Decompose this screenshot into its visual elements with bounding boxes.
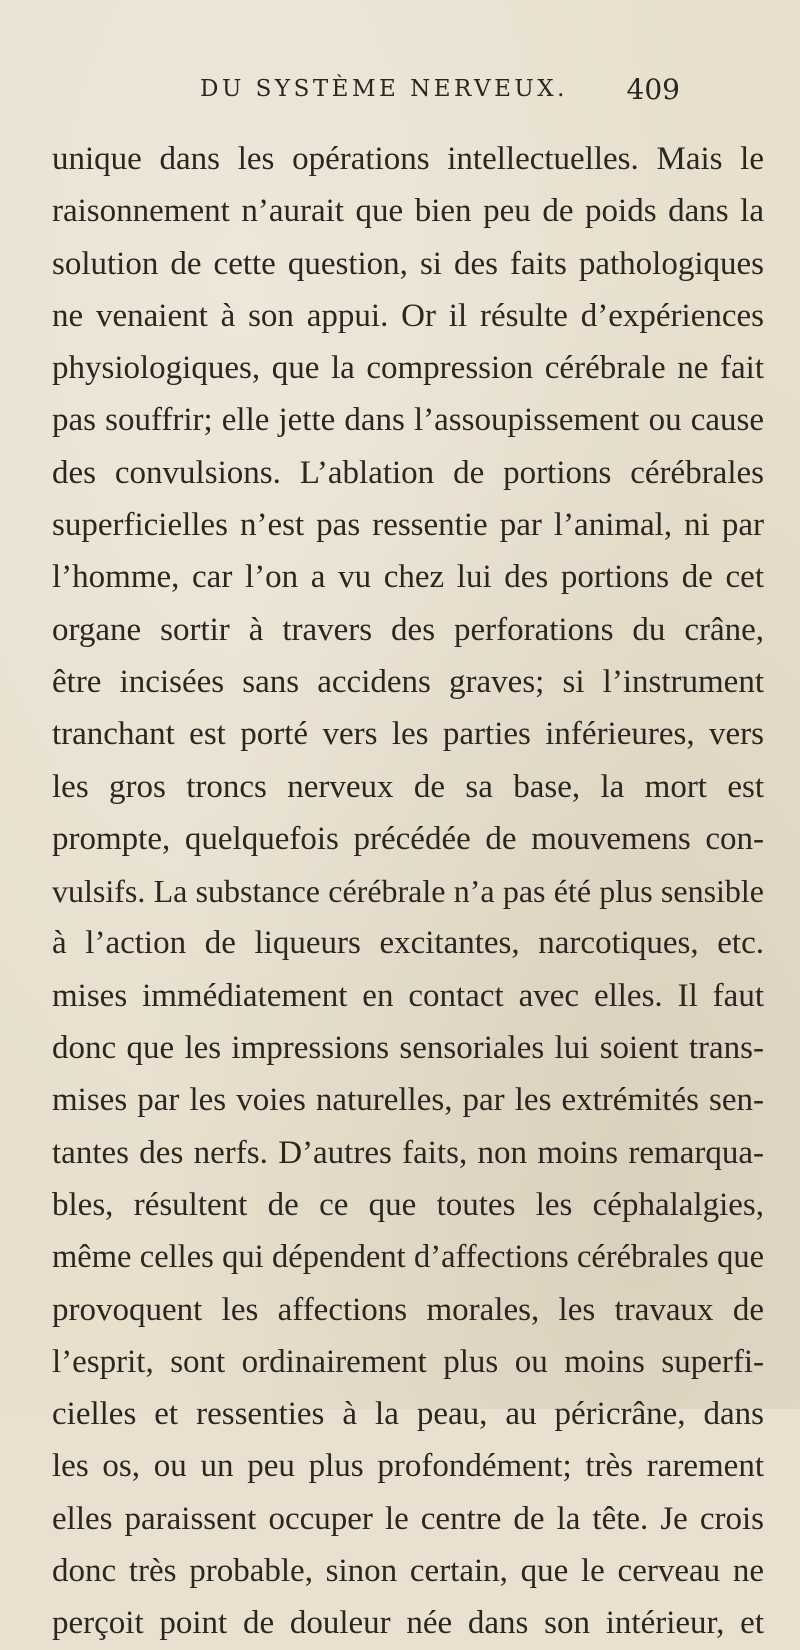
text-line: même celles qui dépendent d’affections cérébrales que: [52, 1239, 764, 1276]
text-line: organe sortir à travers des perforations du crâne,: [52, 611, 764, 648]
text-line: elles paraissent occuper le centre de la tête. Je crois: [52, 1500, 764, 1537]
text-line: perçoit point de douleur née dans son intérieur, et: [52, 1605, 764, 1642]
text-line: unique dans les opérations intellectuelles. Mais le: [52, 141, 764, 177]
text-line: tantes des nerfs. D’autres faits, non moins remarqua-: [52, 1134, 764, 1171]
page-header: [200, 73, 680, 112]
text-line: provoquent les affections morales, les travaux de: [52, 1291, 764, 1328]
text-line: vulsifs. La substance cérébrale n’a pas été plus sensible: [52, 873, 764, 910]
text-line: physiologiques, que la compression cérébrale ne fait: [52, 350, 764, 387]
text-line: les gros troncs nerveux de sa base, la mort est: [52, 768, 764, 805]
text-line: les os, ou un peu plus profondément; très rarement: [52, 1448, 764, 1485]
text-line: pas souffrir; elle jette dans l’assoupissement ou cause: [52, 402, 764, 439]
text-line: superficielles n’est pas ressentie par l’animal, ni par: [52, 507, 764, 544]
text-line: tranchant est porté vers les parties inférieures, vers: [52, 716, 764, 753]
text-line: raisonnement n’aurait que bien peu de poids dans la: [52, 193, 764, 230]
text-line: ne venaient à son appui. Or il résulte d’expériences: [52, 297, 764, 334]
page-number: 409: [626, 73, 680, 106]
running-title: DU SYSTÈME NERVEUX.: [200, 76, 568, 102]
text-line: mises par les voies naturelles, par les extrémités sen-: [52, 1082, 764, 1119]
text-line: l’homme, car l’on a vu chez lui des portions de cet: [52, 559, 764, 596]
text-line: cielles et ressenties à la peau, au péricrâne, dans: [52, 1396, 764, 1433]
text-line: donc que les impressions sensoriales lui soient trans-: [52, 1030, 764, 1067]
text-line: donc très probable, sinon certain, que le cerveau ne: [52, 1553, 764, 1590]
text-line: mises immédiatement en contact avec elles. Il faut: [52, 977, 764, 1014]
text-line: à l’action de liqueurs excitantes, narcotiques, etc.: [52, 925, 764, 962]
text-line: bles, résultent de ce que toutes les céphalalgies,: [52, 1186, 764, 1223]
text-line: l’esprit, sont ordinairement plus ou moins superfi-: [52, 1343, 764, 1380]
body-text: [52, 133, 764, 1650]
text-line: prompte, quelquefois précédée de mouvemens con-: [52, 820, 764, 857]
text-line: des convulsions. L’ablation de portions cérébrales: [52, 454, 764, 491]
text-line: solution de cette question, si des faits pathologiques: [52, 245, 764, 282]
text-line: être incisées sans accidens graves; si l’instrument: [52, 663, 764, 700]
